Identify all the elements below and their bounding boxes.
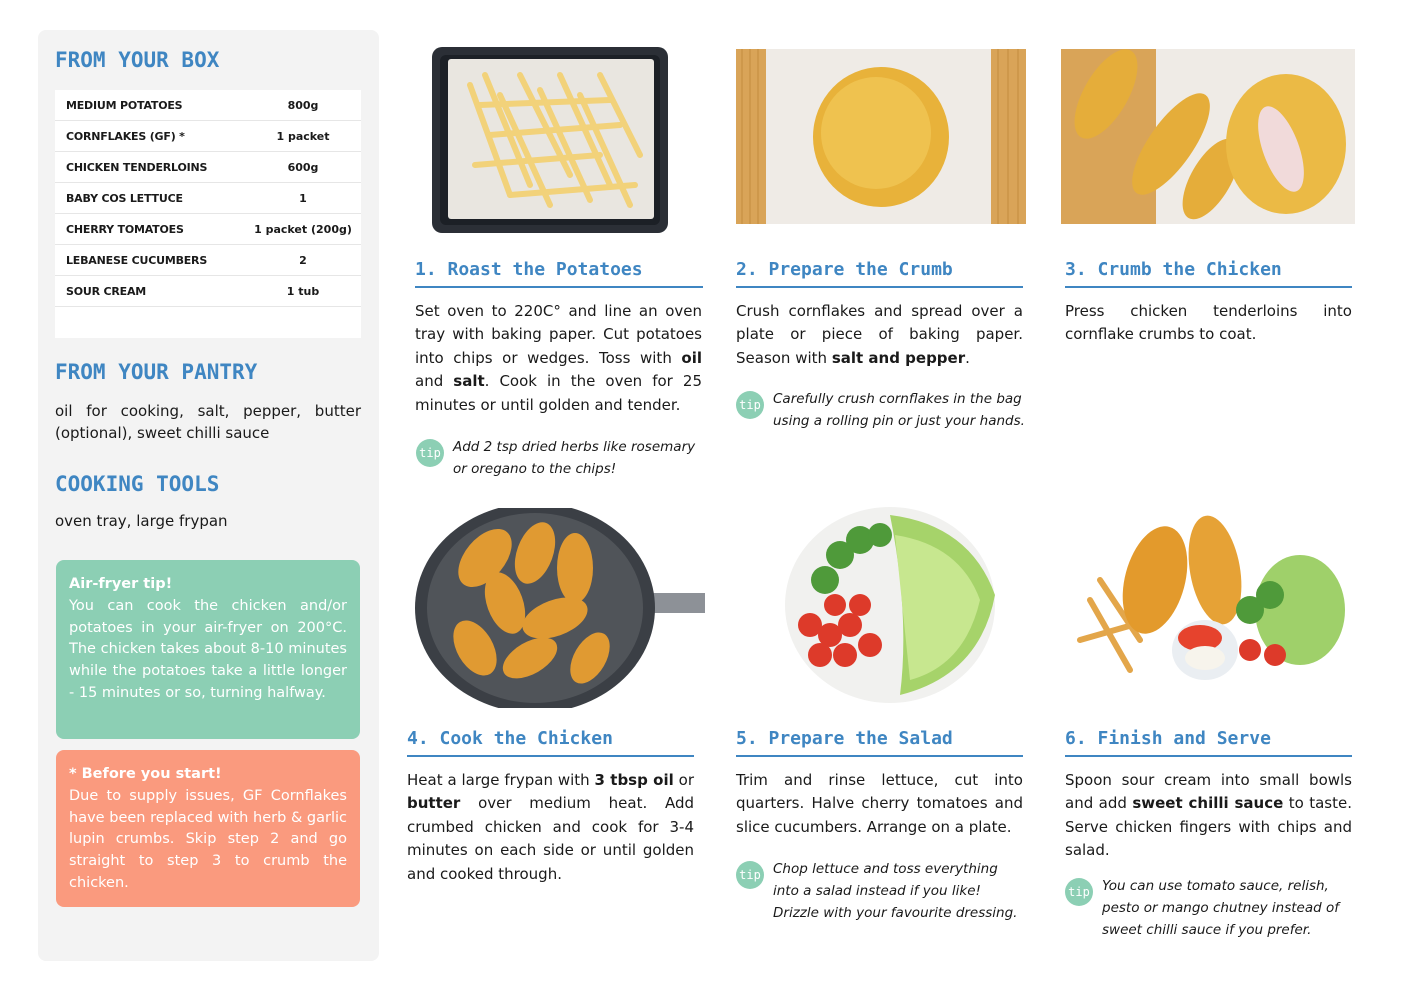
- airfryer-tip-title: Air-fryer tip!: [69, 576, 173, 592]
- step-5-title: 5. Prepare the Salad: [736, 728, 1023, 757]
- roasted-potatoes-photo: [430, 45, 670, 235]
- step-5-text: Trim and rinse lettuce, cut into quarters. Halve cherry tomatoes and slice cucumbers. Arrange on a plate.: [736, 771, 1023, 836]
- airfryer-tip-body: You can cook the chicken and/or potatoes in your air-fryer on 200°C. The chicken takes about 8-10 minutes while the potatoes take a little longer - 15 minutes or so, turning halfway.: [69, 597, 347, 701]
- before-you-start-callout: [56, 750, 360, 907]
- ingredient-name: MEDIUM POTATOES: [66, 98, 183, 112]
- pantry-text: oil for cooking, salt, pepper, butter (optional), sweet chilli sauce: [55, 402, 361, 442]
- airfryer-tip-callout: [56, 560, 360, 739]
- step-6-text: Spoon sour cream into small bowls and add sweet chilli sauce to taste. Serve chicken fingers with chips and salad.: [1065, 771, 1352, 860]
- ingredient-name: CHERRY TOMATOES: [66, 222, 184, 236]
- sidebar-panel: [38, 30, 379, 961]
- cooking-tools-heading: COOKING TOOLS: [55, 472, 220, 496]
- ingredient-qty: 800g: [287, 98, 319, 112]
- frypan-chicken-photo: [415, 508, 705, 708]
- step-2-tip-text: Carefully crush cornflakes in the bag using a rolling pin or just your hands.: [773, 391, 1025, 429]
- crumbed-chicken-photo: [1061, 49, 1355, 224]
- before-you-start-body: Due to supply issues, GF Cornflakes have been replaced with herb & garlic lupin crumbs. Skip step 2 and go straight to step 3 to crumb the chicken.: [69, 787, 347, 891]
- tip-badge-icon: tip: [736, 861, 764, 889]
- ingredient-name: LEBANESE CUCUMBERS: [66, 253, 208, 267]
- salad-plate-photo: [780, 505, 1015, 705]
- ingredient-qty: 2: [299, 253, 307, 267]
- step-4-title: 4. Cook the Chicken: [407, 728, 694, 757]
- ingredient-row: [55, 121, 361, 152]
- ingredient-name: CHICKEN TENDERLOINS: [66, 160, 208, 174]
- ingredient-qty: 600g: [287, 160, 319, 174]
- ingredient-name: SOUR CREAM: [66, 284, 147, 298]
- step-2-text: Crush cornflakes and spread over a plate or piece of baking paper. Season with salt and pepper.: [736, 302, 1023, 367]
- step-4-text: Heat a large frypan with 3 tbsp oil or butter over medium heat. Add crumbed chicken and cook for 3-4 minutes on each side or until golden and cooked through.: [407, 771, 694, 883]
- step-1-tip: [416, 437, 706, 481]
- ingredient-row: [55, 214, 361, 245]
- tip-badge-icon: tip: [736, 391, 764, 419]
- ingredient-row: [55, 276, 361, 307]
- ingredient-name: CORNFLAKES (GF) *: [66, 129, 185, 143]
- tip-badge-icon: tip: [416, 439, 444, 467]
- tools-text: oven tray, large frypan: [55, 512, 228, 530]
- cornflake-crumb-photo: [736, 49, 1026, 224]
- step-2-tip: [736, 389, 1026, 433]
- ingredient-row: [55, 183, 361, 214]
- ingredient-qty: 1 packet: [276, 129, 330, 143]
- before-you-start-title: * Before you start!: [69, 766, 222, 782]
- step-6-tip-text: You can use tomato sauce, relish, pesto or mango chutney instead of sweet chilli sauce if you prefer.: [1102, 878, 1340, 938]
- from-your-box-heading: FROM YOUR BOX: [55, 48, 220, 72]
- ingredient-qty: 1 packet (200g): [254, 222, 352, 236]
- step-5-tip-text: Chop lettuce and toss everything into a salad instead if you like! Drizzle with your favourite dressing.: [773, 861, 1018, 921]
- ingredient-name: BABY COS LETTUCE: [66, 191, 183, 205]
- step-3-title: 3. Crumb the Chicken: [1065, 259, 1352, 288]
- step-1-tip-text: Add 2 tsp dried herbs like rosemary or oregano to the chips!: [453, 439, 696, 477]
- step-6-title: 6. Finish and Serve: [1065, 728, 1352, 757]
- step-3-text: Press chicken tenderloins into cornflake crumbs to coat.: [1065, 302, 1352, 344]
- ingredients-table: [55, 90, 361, 338]
- ingredient-row: [55, 90, 361, 121]
- ingredient-row: [55, 152, 361, 183]
- step-6-tip: [1065, 876, 1355, 941]
- step-2-title: 2. Prepare the Crumb: [736, 259, 1023, 288]
- step-5-tip: [736, 859, 1026, 924]
- from-your-pantry-heading: FROM YOUR PANTRY: [55, 360, 258, 384]
- ingredient-row: [55, 245, 361, 276]
- step-1-title: 1. Roast the Potatoes: [415, 259, 703, 288]
- ingredient-qty: 1: [299, 191, 307, 205]
- finished-dish-photo: [1070, 510, 1350, 695]
- tip-badge-icon: tip: [1065, 878, 1093, 906]
- ingredient-qty: 1 tub: [286, 284, 320, 298]
- step-1-text: Set oven to 220C° and line an oven tray with baking paper. Cut potatoes into chips or wedges. Toss with oil and salt. Cook in the oven for 25 minutes or until golden and tender.: [415, 302, 702, 414]
